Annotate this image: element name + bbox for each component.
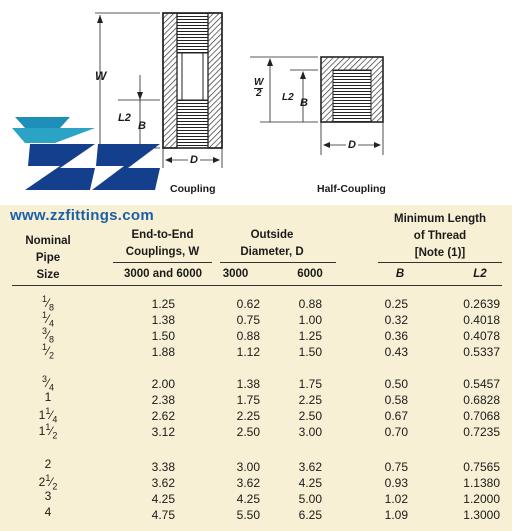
cell-size: $^1⁄_8$ [41,294,55,313]
header-col-3000: 3000 [222,268,249,280]
cell-l2: 0.4018 [463,313,500,327]
cell-size: $1^1⁄_4$ [38,406,58,425]
header-nominal-line3: Size [36,269,60,281]
cell-d3000: 4.25 [236,492,260,506]
website-link[interactable]: www.zzfittings.com [10,207,155,224]
cell-d6000: 5.00 [298,492,322,506]
cell-l2: 0.6828 [463,393,500,407]
cell-b: 0.75 [384,460,408,474]
cell-d3000: 0.88 [236,329,260,343]
cell-b: 0.50 [384,377,408,391]
cell-d3000: 0.62 [236,297,260,311]
header-nominal-line1: Nominal [25,235,71,247]
cell-d3000: 1.38 [236,377,260,391]
cell-b: 0.93 [384,476,408,490]
cell-d3000: 5.50 [236,508,260,522]
header-min-length-line1: Minimum Length [394,213,486,225]
cell-d6000: 2.50 [298,409,322,423]
cell-d6000: 1.50 [298,345,322,359]
header-end-to-end-line2: Couplings, W [125,246,200,258]
label-d-half: D [348,139,356,151]
header-col-b: B [395,268,405,280]
cell-d6000: 2.25 [298,393,322,407]
cell-l2: 0.2639 [463,297,500,311]
header-col-6000: 6000 [297,268,323,280]
cell-size: $1^1⁄_2$ [38,422,58,441]
cell-d6000: 3.62 [298,460,322,474]
cell-d6000: 4.25 [298,476,322,490]
cell-d3000: 3.00 [236,460,260,474]
cell-d3000: 0.75 [236,313,260,327]
cell-l2: 0.7235 [463,425,500,439]
cell-b: 0.43 [384,345,408,359]
header-outside-line1: Outside [250,229,294,241]
cell-b: 1.02 [384,492,408,506]
cell-b: 0.36 [384,329,408,343]
half-coupling-caption: Half-Coupling [317,183,386,195]
cell-w: 3.62 [151,476,175,490]
cell-l2: 1.1380 [463,476,500,490]
coupling-diagram [0,0,512,205]
header-nominal-pipe-size [16,233,80,284]
label-b-half: B [300,97,308,109]
label-d-coupling: D [190,154,198,166]
cell-w: 1.50 [151,329,175,343]
cell-b: 1.09 [384,508,408,522]
label-b: B [138,120,146,132]
cell-b: 0.32 [384,313,408,327]
rule-min-length [378,262,502,263]
header-end-to-end-line1: End-to-End [131,229,194,241]
cell-size: $^1⁄_4$ [41,310,55,329]
cell-d6000: 1.25 [298,329,322,343]
cell-l2: 0.5337 [463,345,500,359]
header-outside-line2: Diameter, D [240,246,304,258]
label-l2-half: L2 [282,92,294,103]
cell-size: 2 [44,457,52,471]
cell-b: 0.67 [384,409,408,423]
cell-w: 3.12 [151,425,175,439]
rule-end-to-end [113,262,212,263]
cell-d6000: 1.75 [298,377,322,391]
cell-w: 3.38 [151,460,175,474]
cell-size: $^1⁄_2$ [41,342,55,361]
header-outside-diameter [222,227,322,261]
cell-w: 4.25 [151,492,175,506]
header-min-length-line2: of Thread [413,230,467,242]
header-nominal-line2: Pipe [35,252,61,264]
cell-size: 4 [44,505,52,519]
cell-size: $^3⁄_4$ [41,374,55,393]
cell-d3000: 1.12 [236,345,260,359]
coupling-caption: Coupling [170,183,216,195]
cell-b: 0.70 [384,425,408,439]
header-min-length-line3: [Note (1)] [414,247,466,259]
cell-d3000: 2.25 [236,409,260,423]
cell-size: 1 [44,390,52,404]
label-l2: L2 [118,112,131,124]
cell-size: 3 [44,489,52,503]
cell-d3000: 1.75 [236,393,260,407]
cell-l2: 0.7068 [463,409,500,423]
header-class-3000-6000: 3000 and 6000 [123,268,202,280]
header-end-to-end [110,227,215,261]
cell-size: $2^1⁄_2$ [38,473,58,492]
cell-l2: 0.4078 [463,329,500,343]
cell-w: 2.38 [151,393,175,407]
cell-d6000: 1.00 [298,313,322,327]
cell-w: 1.38 [151,313,175,327]
rule-header-bottom [12,285,502,286]
cell-d3000: 2.50 [236,425,260,439]
label-w: W [95,69,107,83]
cell-w: 2.00 [151,377,175,391]
cell-d3000: 3.62 [236,476,260,490]
cell-l2: 1.2000 [463,492,500,506]
cell-w: 1.88 [151,345,175,359]
cell-w: 4.75 [151,508,175,522]
cell-w: 2.62 [151,409,175,423]
header-min-length [380,211,500,262]
cell-l2: 0.5457 [463,377,500,391]
cell-b: 0.58 [384,393,408,407]
cell-l2: 1.3000 [463,508,500,522]
cell-d6000: 3.00 [298,425,322,439]
label-w-half-den: 2 [255,88,262,99]
cell-d6000: 0.88 [298,297,322,311]
label-w-half [254,78,263,99]
label-w-half-num: W [254,77,264,88]
cell-w: 1.25 [151,297,175,311]
cell-l2: 0.7565 [463,460,500,474]
cell-size: $^3⁄_8$ [41,326,55,345]
rule-outside [220,262,336,263]
header-col-l2: L2 [473,268,487,280]
cell-b: 0.25 [384,297,408,311]
cell-d6000: 6.25 [298,508,322,522]
